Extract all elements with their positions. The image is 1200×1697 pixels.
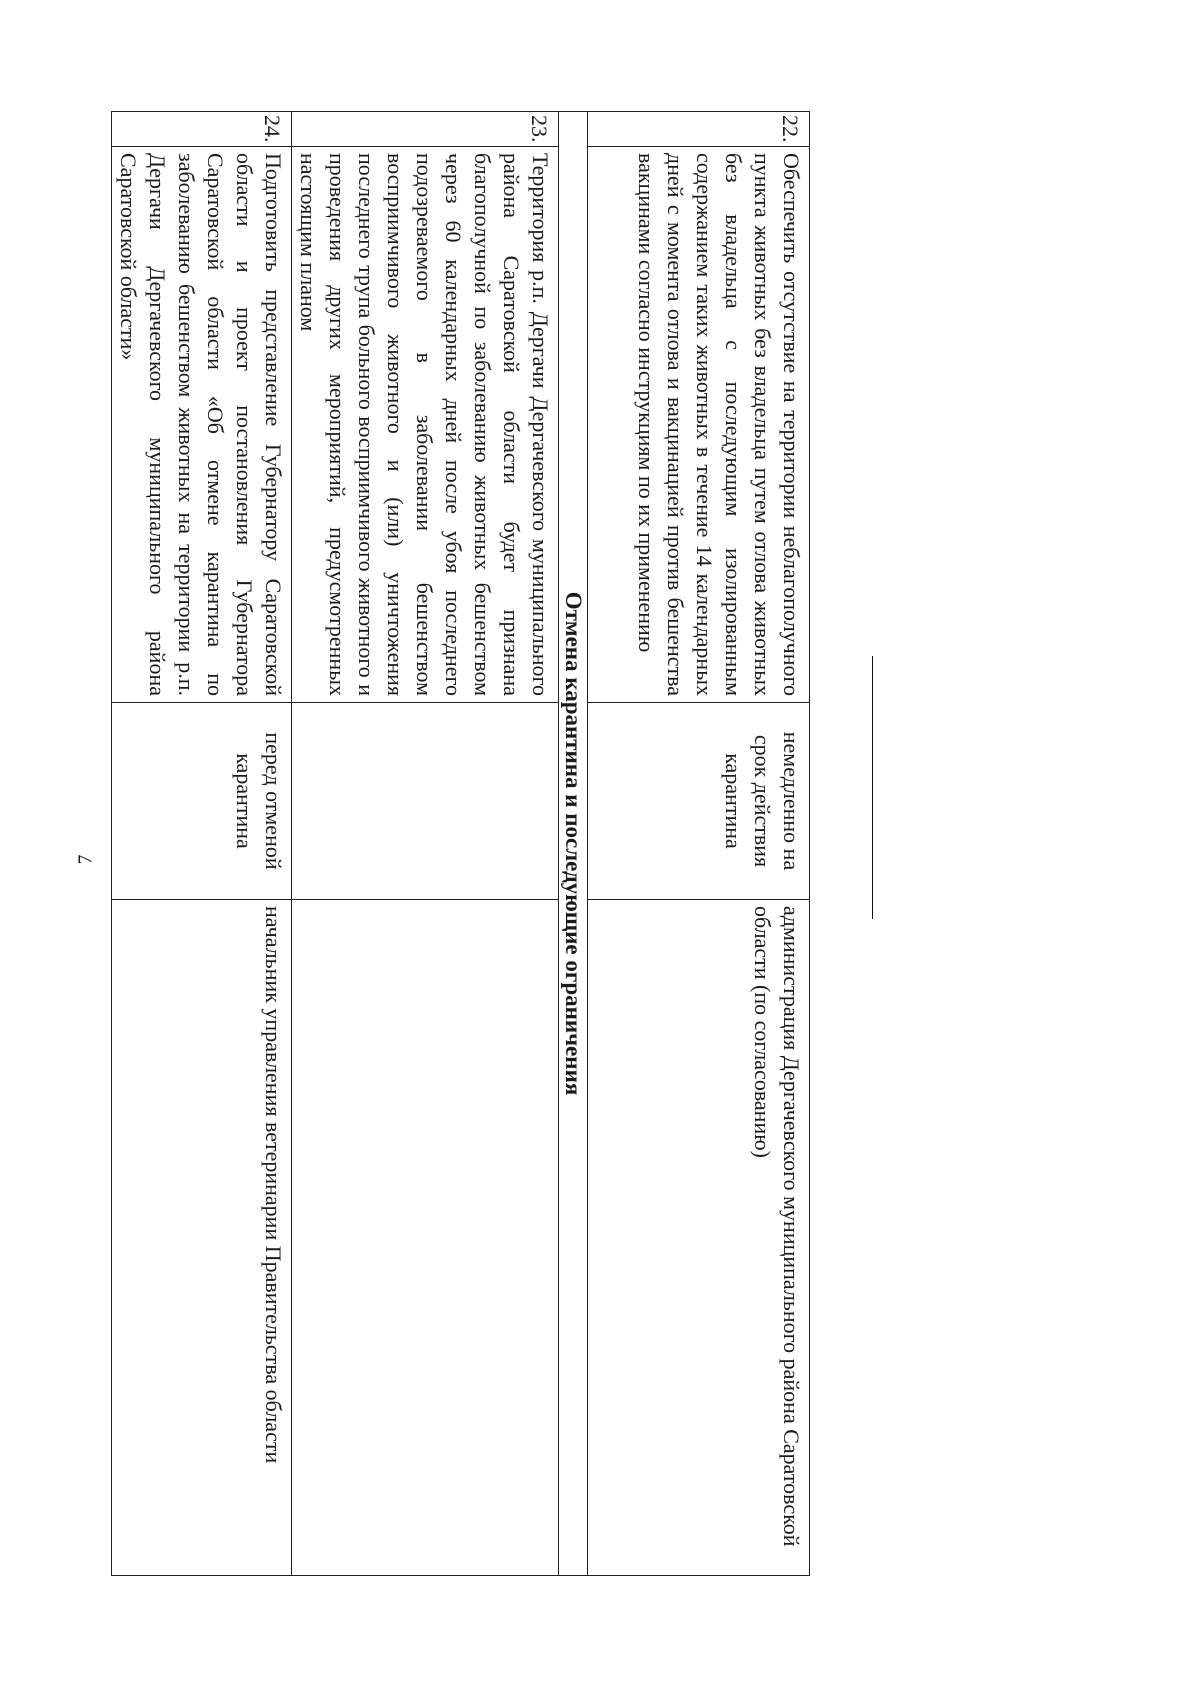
measure-description: Подготовить представление Губернатору Саратовской области и проект постановления Губернатора Саратовской области «Об отмене карантина по заболеванию бешенством животных на территории р.п. Дергачи Дергачевского муниципального района Саратовской области» — [112, 147, 292, 703]
measure-responsible: начальник управления ветеринарии Правительства области — [112, 900, 292, 1576]
measure-term: перед отменой карантина — [112, 703, 292, 900]
measure-term: немедленно на срок действия карантина — [588, 703, 810, 900]
measure-description: Территория р.п. Дергачи Дергачевского муниципального района Саратовской области будет признана благополучной по заболеванию животных бешенством через 60 календарных дней после убоя последнего подозреваемого в заболевании бешенством восприимчивого животного и (или) уничтожения последнего трупа больного восприимчивого животного и проведения других мероприятий, предусмотренных настоящим планом — [292, 147, 559, 703]
end-of-document-line — [872, 656, 873, 919]
table-row — [588, 112, 810, 1576]
page-number: 7 — [74, 854, 97, 865]
measures-table-container — [116, 111, 810, 1575]
row-number: 22. — [588, 112, 810, 147]
measures-table — [111, 111, 810, 1576]
section-heading: Отмена карантина и последующие ограничения — [559, 112, 588, 1576]
row-number: 23. — [292, 112, 559, 147]
row-number: 24. — [112, 112, 292, 147]
measure-term — [292, 703, 559, 900]
section-row — [559, 112, 588, 1576]
measure-responsible — [292, 900, 559, 1576]
measure-description: Обеспечить отсутствие на территории неблагополучного пункта животных без владельца путем отлова животных без владельца с последующим изолированным содержанием таких животных в течение 14 календарных дней с момента отлова и вакцинацией против бешенства вакцинами согласно инструкциям по их применению — [588, 147, 810, 703]
measure-responsible: администрация Дергачевского муниципального района Саратовской области (по согласованию) — [588, 900, 810, 1576]
table-row — [112, 112, 292, 1576]
table-row — [292, 112, 559, 1576]
